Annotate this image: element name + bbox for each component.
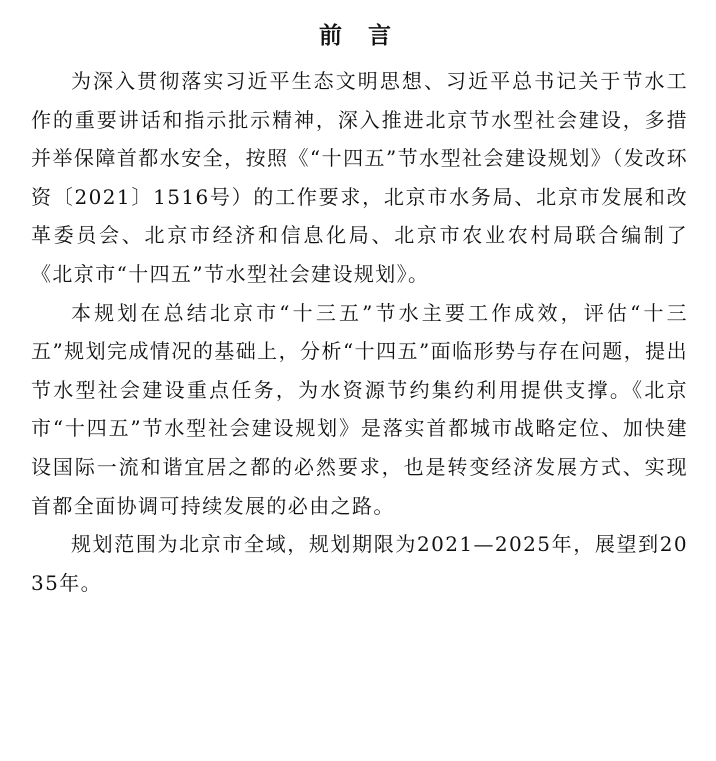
page-title: 前 言: [318, 22, 400, 49]
paragraph-intro: 为深入贯彻落实习近平生态文明思想、习近平总书记关于节水工作的重要讲话和指示批示精神，深入推进北京节水型社会建设，多措并举保障首都水安全，按照《“十四五”节水型社会建设规划》（发改环资〔2021〕1516号）的工作要求，北京市水务局、北京市发展和改革委员会、北京市经济和信息化局、北京市农业农村局联合编制了《北京市“十四五”节水型社会建设规划》。: [31, 69, 688, 286]
paragraph-summary: 本规划在总结北京市“十三五”节水主要工作成效，评估“十三五”规划完成情况的基础上，分析“十四五”面临形势与存在问题，提出节水型社会建设重点任务，为水资源节约集约利用提供支撑。《北京市“十四五”节水型社会建设规划》是落实首都城市战略定位、加快建设国际一流和谐宜居之都的必然要求，也是转变经济发展方式、实现首都全面协调可持续发展的必由之路。: [31, 300, 688, 518]
paragraph-scope: 规划范围为北京市全域，规划期限为2021—2025年，展望到2035年。: [31, 532, 688, 595]
